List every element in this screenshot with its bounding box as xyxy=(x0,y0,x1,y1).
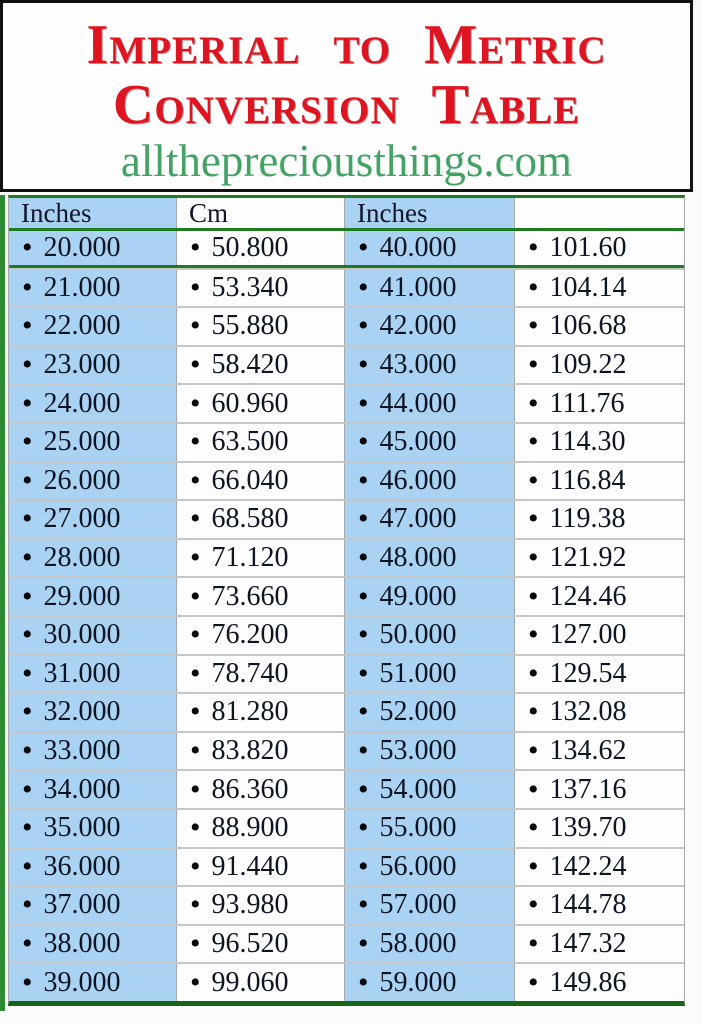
cell-cm-right xyxy=(515,231,684,265)
cell-cm-left xyxy=(177,771,345,808)
cell-value: 57.000 xyxy=(379,889,457,921)
cell-value: 53.000 xyxy=(379,735,457,767)
cell-value: 96.520 xyxy=(211,927,289,959)
bullet-icon: • xyxy=(358,695,369,729)
bullet-icon: • xyxy=(22,541,33,575)
cell-value: 121.92 xyxy=(549,542,627,574)
cell-inches-left xyxy=(9,231,177,265)
cell-value: 104.14 xyxy=(549,271,627,303)
cell-inches-left xyxy=(9,964,177,1001)
bullet-icon: • xyxy=(22,965,33,999)
bullet-icon: • xyxy=(22,772,33,806)
cell-value: 93.980 xyxy=(211,889,289,921)
cell-cm-right xyxy=(515,578,684,615)
cell-value: 139.70 xyxy=(549,812,627,844)
bullet-icon: • xyxy=(358,541,369,575)
bullet-icon: • xyxy=(22,849,33,883)
bullet-icon: • xyxy=(22,734,33,768)
cell-cm-right xyxy=(515,617,684,654)
bullet-icon: • xyxy=(22,425,33,459)
table-row xyxy=(9,847,684,886)
cell-value: 119.38 xyxy=(549,503,626,535)
cell-inches-right xyxy=(345,463,515,500)
cell-value: 56.000 xyxy=(379,850,457,882)
cell-value: 106.68 xyxy=(549,310,627,342)
cell-value: 129.54 xyxy=(549,657,627,689)
bullet-icon: • xyxy=(528,618,539,652)
cell-inches-right xyxy=(345,578,515,615)
table-row xyxy=(9,383,684,422)
cell-value: 24.000 xyxy=(43,387,121,419)
cell-value: 58.000 xyxy=(379,927,457,959)
bullet-icon: • xyxy=(22,926,33,960)
cell-value: 30.000 xyxy=(43,619,121,651)
bullet-icon: • xyxy=(190,270,201,304)
bullet-icon: • xyxy=(190,231,201,264)
table-row xyxy=(9,422,684,461)
cell-value: 71.120 xyxy=(211,542,289,574)
cell-value: 59.000 xyxy=(379,966,457,998)
bullet-icon: • xyxy=(358,270,369,304)
table-row xyxy=(9,268,684,307)
table-row xyxy=(9,731,684,770)
cell-value: 142.24 xyxy=(549,850,627,882)
cell-value: 44.000 xyxy=(379,387,457,419)
cell-value: 55.000 xyxy=(379,812,457,844)
cell-value: 55.880 xyxy=(211,310,289,342)
column-header-cm-right xyxy=(515,198,684,228)
cell-inches-right xyxy=(345,308,515,345)
cell-inches-left xyxy=(9,849,177,886)
cell-inches-right xyxy=(345,385,515,422)
cell-value: 27.000 xyxy=(43,503,121,535)
cell-inches-right xyxy=(345,810,515,847)
cell-inches-left xyxy=(9,385,177,422)
cell-inches-right xyxy=(345,347,515,384)
title-box xyxy=(0,0,693,192)
column-header-inches-right: Inches xyxy=(345,198,515,228)
bullet-icon: • xyxy=(190,695,201,729)
cell-inches-right xyxy=(345,540,515,577)
cell-cm-right xyxy=(515,694,684,731)
cell-value: 34.000 xyxy=(43,773,121,805)
cell-cm-right xyxy=(515,771,684,808)
bullet-icon: • xyxy=(528,348,539,382)
cell-cm-left xyxy=(177,656,345,693)
cell-inches-left xyxy=(9,578,177,615)
cell-inches-left xyxy=(9,771,177,808)
cell-value: 33.000 xyxy=(43,735,121,767)
bullet-icon: • xyxy=(190,849,201,883)
page-title-line2: Conversion Table xyxy=(112,74,581,136)
cell-value: 25.000 xyxy=(43,426,121,458)
cell-cm-right xyxy=(515,501,684,538)
bullet-icon: • xyxy=(22,888,33,922)
cell-cm-left xyxy=(177,385,345,422)
table-row xyxy=(9,499,684,538)
bullet-icon: • xyxy=(528,425,539,459)
cell-value: 124.46 xyxy=(549,580,627,612)
cell-value: 78.740 xyxy=(211,657,289,689)
cell-value: 60.960 xyxy=(211,387,289,419)
cell-inches-right xyxy=(345,964,515,1001)
page-title-line1: Imperial to Metric xyxy=(86,14,607,76)
bullet-icon: • xyxy=(22,270,33,304)
cell-cm-left xyxy=(177,849,345,886)
cell-inches-right xyxy=(345,270,515,307)
cell-value: 132.08 xyxy=(549,696,627,728)
cell-value: 68.580 xyxy=(211,503,289,535)
bullet-icon: • xyxy=(190,656,201,690)
bullet-icon: • xyxy=(528,888,539,922)
bullet-icon: • xyxy=(190,309,201,343)
bullet-icon: • xyxy=(190,734,201,768)
bullet-icon: • xyxy=(528,541,539,575)
bullet-icon: • xyxy=(22,579,33,613)
bullet-icon: • xyxy=(190,579,201,613)
cell-value: 50.000 xyxy=(379,619,457,651)
bullet-icon: • xyxy=(22,386,33,420)
bullet-icon: • xyxy=(190,888,201,922)
table-row xyxy=(9,924,684,963)
cell-inches-right xyxy=(345,231,515,265)
table-row xyxy=(9,654,684,693)
website-url: allthepreciousthings.com xyxy=(120,136,573,186)
cell-cm-left xyxy=(177,617,345,654)
bullet-icon: • xyxy=(22,656,33,690)
table-row xyxy=(9,231,684,268)
cell-inches-right xyxy=(345,733,515,770)
cell-value: 86.360 xyxy=(211,773,289,805)
cell-value: 109.22 xyxy=(549,349,627,381)
cell-value: 58.420 xyxy=(211,349,289,381)
cell-cm-right xyxy=(515,887,684,924)
cell-value: 99.060 xyxy=(211,966,289,998)
bullet-icon: • xyxy=(358,656,369,690)
bullet-icon: • xyxy=(358,579,369,613)
left-green-border xyxy=(0,195,5,1011)
bullet-icon: • xyxy=(22,695,33,729)
cell-value: 20.000 xyxy=(43,231,121,263)
cell-value: 22.000 xyxy=(43,310,121,342)
cell-value: 21.000 xyxy=(43,271,121,303)
bullet-icon: • xyxy=(358,618,369,652)
cell-inches-left xyxy=(9,617,177,654)
cell-cm-right xyxy=(515,810,684,847)
cell-inches-right xyxy=(345,656,515,693)
table-row xyxy=(9,345,684,384)
bullet-icon: • xyxy=(22,348,33,382)
cell-inches-right xyxy=(345,771,515,808)
cell-inches-right xyxy=(345,887,515,924)
cell-value: 26.000 xyxy=(43,464,121,496)
cell-cm-left xyxy=(177,463,345,500)
bullet-icon: • xyxy=(190,618,201,652)
bullet-icon: • xyxy=(528,656,539,690)
cell-cm-right xyxy=(515,385,684,422)
cell-cm-right xyxy=(515,270,684,307)
bullet-icon: • xyxy=(358,309,369,343)
cell-value: 144.78 xyxy=(549,889,627,921)
cell-cm-left xyxy=(177,810,345,847)
bullet-icon: • xyxy=(22,309,33,343)
cell-inches-left xyxy=(9,887,177,924)
cell-value: 40.000 xyxy=(379,231,457,263)
cell-value: 36.000 xyxy=(43,850,121,882)
cell-cm-right xyxy=(515,926,684,963)
bullet-icon: • xyxy=(22,463,33,497)
table-row xyxy=(9,885,684,924)
cell-cm-left xyxy=(177,424,345,461)
cell-value: 149.86 xyxy=(549,966,627,998)
cell-value: 63.500 xyxy=(211,426,289,458)
bullet-icon: • xyxy=(358,463,369,497)
cell-cm-left xyxy=(177,308,345,345)
cell-inches-left xyxy=(9,501,177,538)
cell-inches-left xyxy=(9,347,177,384)
table-row xyxy=(9,769,684,808)
bullet-icon: • xyxy=(190,463,201,497)
cell-value: 23.000 xyxy=(43,349,121,381)
cell-cm-right xyxy=(515,463,684,500)
cell-inches-right xyxy=(345,501,515,538)
bullet-icon: • xyxy=(22,502,33,536)
table-row xyxy=(9,461,684,500)
bullet-icon: • xyxy=(190,965,201,999)
cell-cm-left xyxy=(177,733,345,770)
bullet-icon: • xyxy=(528,386,539,420)
conversion-table xyxy=(8,195,685,1006)
cell-cm-right xyxy=(515,849,684,886)
cell-value: 127.00 xyxy=(549,619,627,651)
bullet-icon: • xyxy=(358,231,369,264)
bullet-icon: • xyxy=(528,772,539,806)
bullet-icon: • xyxy=(528,926,539,960)
cell-value: 54.000 xyxy=(379,773,457,805)
cell-value: 32.000 xyxy=(43,696,121,728)
cell-value: 46.000 xyxy=(379,464,457,496)
bullet-icon: • xyxy=(190,772,201,806)
cell-value: 28.000 xyxy=(43,542,121,574)
cell-value: 88.900 xyxy=(211,812,289,844)
bullet-icon: • xyxy=(528,579,539,613)
bullet-icon: • xyxy=(358,502,369,536)
cell-value: 31.000 xyxy=(43,657,121,689)
cell-inches-left xyxy=(9,308,177,345)
cell-value: 49.000 xyxy=(379,580,457,612)
bullet-icon: • xyxy=(528,811,539,845)
cell-value: 137.16 xyxy=(549,773,627,805)
bullet-icon: • xyxy=(528,965,539,999)
cell-value: 73.660 xyxy=(211,580,289,612)
cell-inches-right xyxy=(345,424,515,461)
table-row xyxy=(9,615,684,654)
cell-inches-left xyxy=(9,270,177,307)
cell-cm-left xyxy=(177,964,345,1001)
cell-cm-left xyxy=(177,501,345,538)
bullet-icon: • xyxy=(528,849,539,883)
bullet-icon: • xyxy=(528,270,539,304)
cell-value: 42.000 xyxy=(379,310,457,342)
cell-value: 29.000 xyxy=(43,580,121,612)
bullet-icon: • xyxy=(190,386,201,420)
cell-inches-left xyxy=(9,656,177,693)
bullet-icon: • xyxy=(358,386,369,420)
cell-cm-left xyxy=(177,231,345,265)
cell-value: 39.000 xyxy=(43,966,121,998)
bullet-icon: • xyxy=(358,425,369,459)
cell-cm-right xyxy=(515,656,684,693)
cell-value: 66.040 xyxy=(211,464,289,496)
cell-inches-left xyxy=(9,926,177,963)
bullet-icon: • xyxy=(358,849,369,883)
table-body xyxy=(9,231,684,1001)
cell-value: 83.820 xyxy=(211,735,289,767)
column-header-inches-left: Inches xyxy=(9,198,177,228)
bullet-icon: • xyxy=(528,695,539,729)
cell-value: 41.000 xyxy=(379,271,457,303)
cell-value: 35.000 xyxy=(43,812,121,844)
cell-inches-right xyxy=(345,617,515,654)
cell-cm-right xyxy=(515,308,684,345)
cell-cm-right xyxy=(515,424,684,461)
cell-value: 37.000 xyxy=(43,889,121,921)
bullet-icon: • xyxy=(22,618,33,652)
cell-cm-left xyxy=(177,694,345,731)
bullet-icon: • xyxy=(190,926,201,960)
cell-inches-right xyxy=(345,926,515,963)
cell-cm-right xyxy=(515,540,684,577)
bullet-icon: • xyxy=(358,965,369,999)
cell-value: 53.340 xyxy=(211,271,289,303)
cell-value: 43.000 xyxy=(379,349,457,381)
cell-cm-left xyxy=(177,578,345,615)
bullet-icon: • xyxy=(358,811,369,845)
cell-value: 134.62 xyxy=(549,735,627,767)
bullet-icon: • xyxy=(358,734,369,768)
bullet-icon: • xyxy=(528,463,539,497)
cell-cm-right xyxy=(515,733,684,770)
cell-value: 51.000 xyxy=(379,657,457,689)
table-row xyxy=(9,962,684,1001)
cell-value: 114.30 xyxy=(549,426,626,458)
cell-inches-left xyxy=(9,733,177,770)
bullet-icon: • xyxy=(358,772,369,806)
table-row xyxy=(9,576,684,615)
cell-value: 91.440 xyxy=(211,850,289,882)
bullet-icon: • xyxy=(190,502,201,536)
bullet-icon: • xyxy=(190,348,201,382)
bullet-icon: • xyxy=(190,425,201,459)
cell-cm-left xyxy=(177,887,345,924)
bullet-icon: • xyxy=(22,811,33,845)
cell-inches-left xyxy=(9,694,177,731)
cell-value: 47.000 xyxy=(379,503,457,535)
cell-inches-right xyxy=(345,849,515,886)
cell-value: 147.32 xyxy=(549,927,627,959)
bullet-icon: • xyxy=(22,231,33,264)
table-row xyxy=(9,538,684,577)
table-header-row xyxy=(9,198,684,231)
bullet-icon: • xyxy=(190,541,201,575)
cell-value: 45.000 xyxy=(379,426,457,458)
cell-inches-left xyxy=(9,424,177,461)
cell-inches-left xyxy=(9,540,177,577)
bullet-icon: • xyxy=(358,348,369,382)
table-row xyxy=(9,306,684,345)
cell-value: 81.280 xyxy=(211,696,289,728)
cell-cm-right xyxy=(515,347,684,384)
cell-value: 50.800 xyxy=(211,231,289,263)
cell-inches-left xyxy=(9,810,177,847)
bullet-icon: • xyxy=(528,309,539,343)
cell-value: 101.60 xyxy=(549,231,627,263)
cell-cm-left xyxy=(177,540,345,577)
cell-cm-right xyxy=(515,964,684,1001)
bullet-icon: • xyxy=(358,926,369,960)
cell-value: 38.000 xyxy=(43,927,121,959)
bullet-icon: • xyxy=(528,231,539,264)
bullet-icon: • xyxy=(190,811,201,845)
column-header-cm-left: Cm xyxy=(177,198,345,228)
bullet-icon: • xyxy=(528,502,539,536)
cell-cm-left xyxy=(177,926,345,963)
cell-value: 48.000 xyxy=(379,542,457,574)
cell-value: 111.76 xyxy=(549,387,625,419)
cell-cm-left xyxy=(177,270,345,307)
table-row xyxy=(9,808,684,847)
bullet-icon: • xyxy=(528,734,539,768)
bullet-icon: • xyxy=(358,888,369,922)
table-row xyxy=(9,692,684,731)
cell-cm-left xyxy=(177,347,345,384)
cell-value: 76.200 xyxy=(211,619,289,651)
cell-inches-right xyxy=(345,694,515,731)
cell-inches-left xyxy=(9,463,177,500)
cell-value: 116.84 xyxy=(549,464,626,496)
cell-value: 52.000 xyxy=(379,696,457,728)
